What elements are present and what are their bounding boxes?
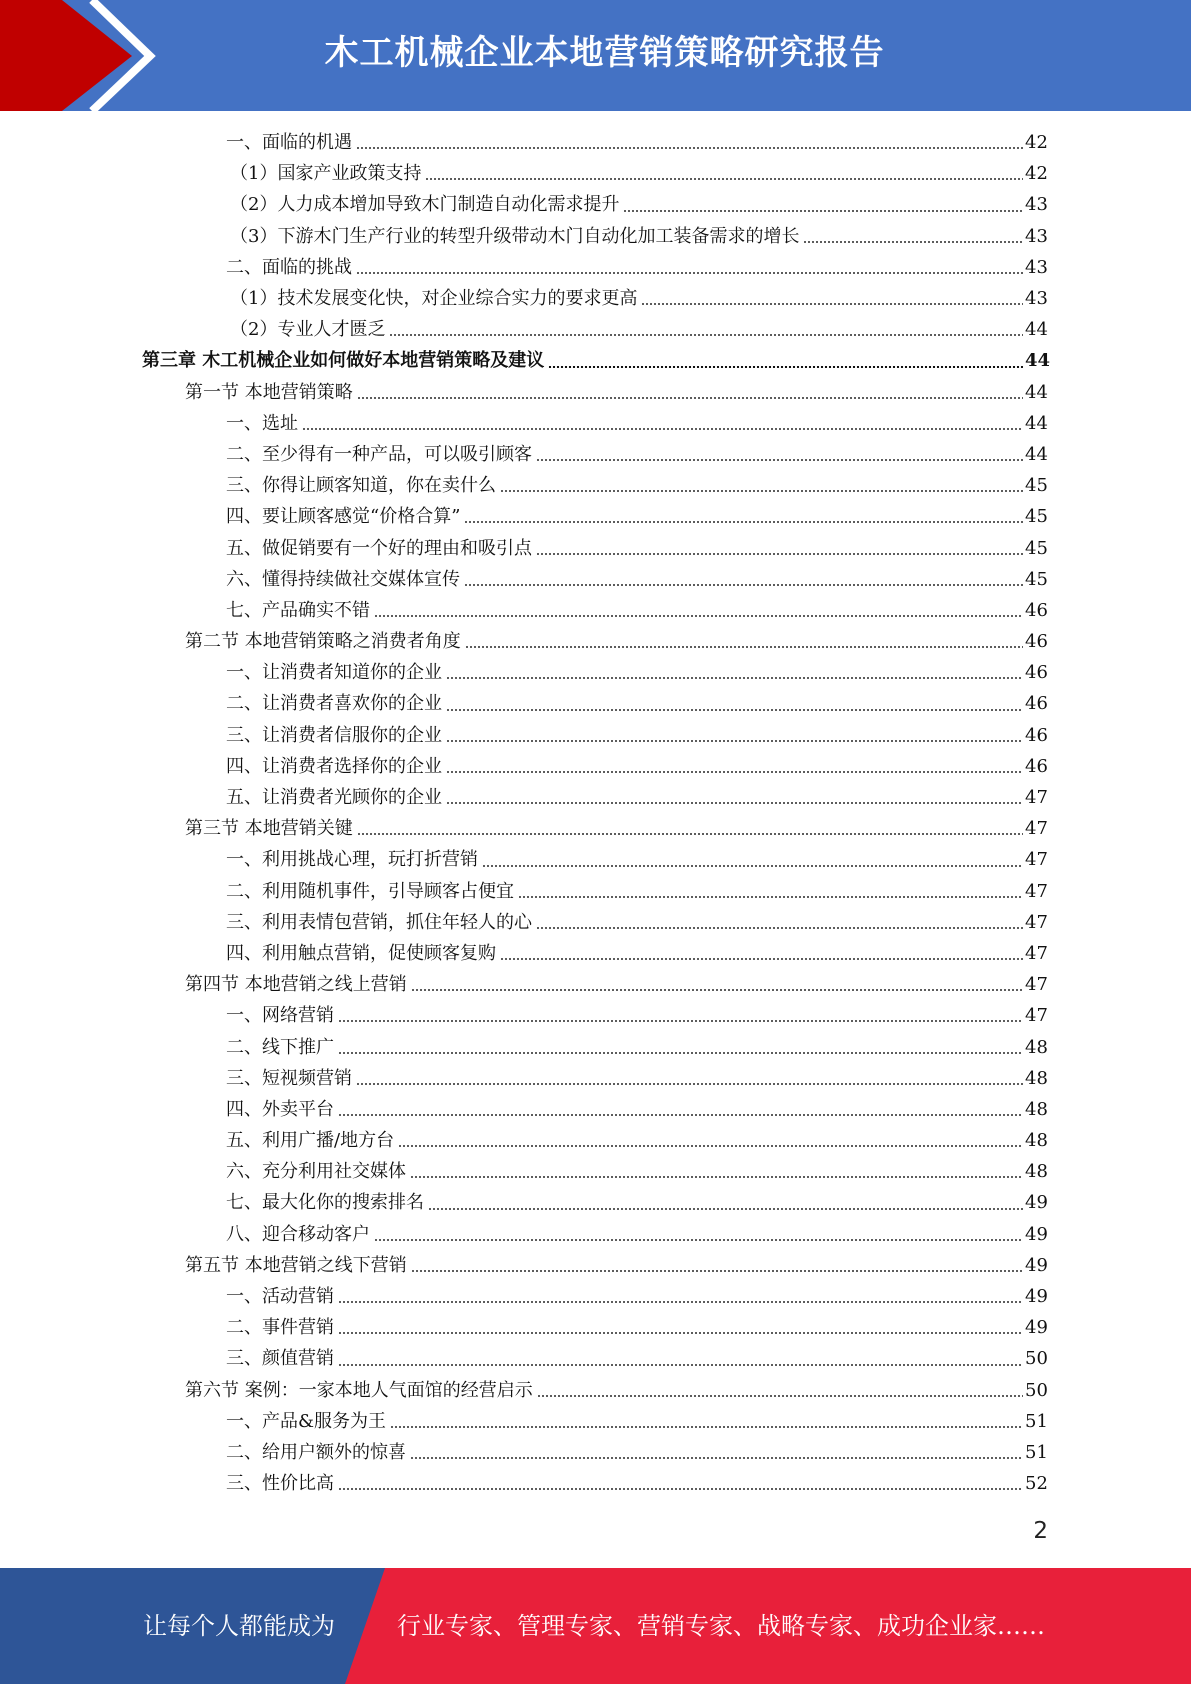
toc-entry-page: 44 <box>1025 381 1048 403</box>
toc-subsection-entry[interactable] <box>0 127 1191 158</box>
toc-subsection-entry[interactable] <box>0 1156 1191 1187</box>
toc-entry-title: 二、让消费者喜欢你的企业 <box>226 693 442 715</box>
toc-dot-leader <box>390 1426 1023 1428</box>
toc-entry-page: 44 <box>1025 350 1051 372</box>
toc-subsection-entry[interactable] <box>0 844 1191 875</box>
toc-entry-title: 三、短视频营销 <box>226 1067 352 1089</box>
toc-subsection-entry[interactable] <box>0 1125 1191 1156</box>
toc-dot-leader <box>338 1488 1023 1490</box>
toc-entry-title: 四、利用触点营销，促使顾客复购 <box>226 942 496 964</box>
toc-entry-title: 一、网络营销 <box>226 1005 334 1027</box>
toc-subsection-entry[interactable] <box>0 532 1191 563</box>
toc-entry-page: 46 <box>1025 724 1048 746</box>
toc-entry-title: 二、利用随机事件，引导顾客占便宜 <box>226 880 514 902</box>
toc-dot-leader <box>803 241 1023 243</box>
toc-entry-page: 43 <box>1025 194 1048 216</box>
toc-dot-leader <box>357 397 1023 399</box>
toc-entry-title: 二、事件营销 <box>226 1317 334 1339</box>
toc-entry-page: 47 <box>1025 787 1048 809</box>
toc-subsection-entry[interactable] <box>0 564 1191 595</box>
footer-slogan-right: 行业专家、管理专家、营销专家、战略专家、成功企业家…… <box>397 1612 1045 1640</box>
toc-entry-page: 45 <box>1025 506 1048 528</box>
toc-entry-title: 五、做促销要有一个好的理由和吸引点 <box>226 537 532 559</box>
toc-section-entry[interactable] <box>0 1375 1191 1406</box>
toc-entry-title: 一、产品&服务为王 <box>226 1410 387 1432</box>
toc-entry-title: 第三章 木工机械企业如何做好本地营销策略及建议 <box>142 350 545 372</box>
toc-section-entry[interactable] <box>0 1250 1191 1281</box>
toc-entry-page: 46 <box>1025 662 1048 684</box>
toc-entry-title: 四、要让顾客感觉“价格合算” <box>226 506 461 528</box>
toc-entry-title: 三、性价比高 <box>226 1473 334 1495</box>
toc-subsection-entry[interactable] <box>0 876 1191 907</box>
toc-subsection-entry[interactable] <box>0 1343 1191 1374</box>
toc-dot-leader <box>356 272 1023 274</box>
toc-subsection-entry[interactable] <box>0 408 1191 439</box>
toc-subsection-entry[interactable] <box>0 189 1191 220</box>
toc-entry-title: 三、颜值营销 <box>226 1348 334 1370</box>
toc-subsection-entry[interactable] <box>0 252 1191 283</box>
toc-dot-leader <box>338 1301 1023 1303</box>
table-of-contents <box>0 127 1191 1499</box>
toc-entry-page: 48 <box>1025 1130 1048 1152</box>
toc-entry-page: 43 <box>1025 225 1048 247</box>
toc-subsection-entry[interactable] <box>0 1468 1191 1499</box>
toc-entry-page: 49 <box>1025 1223 1048 1245</box>
toc-entry-page: 47 <box>1025 911 1048 933</box>
toc-section-entry[interactable] <box>0 626 1191 657</box>
toc-entry-page: 46 <box>1025 693 1048 715</box>
toc-subsection-entry[interactable] <box>0 907 1191 938</box>
toc-dot-leader <box>410 1176 1023 1178</box>
toc-entry-title: （2）人力成本增加导致木门制造自动化需求提升 <box>230 194 620 216</box>
toc-dot-leader <box>537 1395 1023 1397</box>
toc-entry-page: 47 <box>1025 1005 1048 1027</box>
toc-entry-page: 45 <box>1025 475 1048 497</box>
toc-subsection-entry[interactable] <box>0 1031 1191 1062</box>
toc-entry-title: 六、懂得持续做社交媒体宣传 <box>226 568 460 590</box>
toc-dot-leader <box>500 958 1023 960</box>
toc-entry-page: 44 <box>1025 412 1048 434</box>
toc-entry-page: 49 <box>1025 1317 1048 1339</box>
toc-subsection-entry[interactable] <box>0 657 1191 688</box>
toc-dot-leader <box>428 1208 1023 1210</box>
toc-entry-page: 48 <box>1025 1098 1048 1120</box>
toc-entry-page: 48 <box>1025 1036 1048 1058</box>
toc-entry-page: 51 <box>1025 1441 1048 1463</box>
toc-dot-leader <box>302 428 1023 430</box>
toc-entry-page: 47 <box>1025 880 1048 902</box>
toc-subsection-entry[interactable] <box>0 1000 1191 1031</box>
toc-entry-title: 二、给用户额外的惊喜 <box>226 1441 406 1463</box>
toc-dot-leader <box>446 677 1023 679</box>
toc-dot-leader <box>425 178 1023 180</box>
toc-subsection-entry[interactable] <box>0 782 1191 813</box>
toc-subsection-entry[interactable] <box>0 221 1191 252</box>
toc-subsection-entry[interactable] <box>0 470 1191 501</box>
toc-dot-leader <box>411 1270 1023 1272</box>
toc-entry-page: 42 <box>1025 163 1048 185</box>
toc-entry-title: （1）国家产业政策支持 <box>230 163 422 185</box>
toc-dot-leader <box>536 459 1023 461</box>
toc-dot-leader <box>446 771 1023 773</box>
toc-entry-title: （2）专业人才匮乏 <box>230 319 386 341</box>
toc-entry-page: 50 <box>1025 1379 1048 1401</box>
toc-entry-title: 三、让消费者信服你的企业 <box>226 724 442 746</box>
toc-section-entry[interactable] <box>0 813 1191 844</box>
toc-dot-leader <box>374 615 1023 617</box>
toc-dot-leader <box>518 896 1023 898</box>
toc-entry-page: 44 <box>1025 443 1048 465</box>
toc-chapter-entry[interactable] <box>0 345 1191 376</box>
toc-entry-page: 47 <box>1025 942 1048 964</box>
toc-entry-page: 47 <box>1025 849 1048 871</box>
toc-subsection-entry[interactable] <box>0 158 1191 189</box>
toc-entry-page: 49 <box>1025 1286 1048 1308</box>
toc-entry-page: 52 <box>1025 1473 1048 1495</box>
toc-dot-leader <box>464 521 1023 523</box>
toc-dot-leader <box>398 1145 1023 1147</box>
toc-entry-title: 第六节 案例：一家本地人气面馆的经营启示 <box>185 1379 533 1401</box>
page-footer <box>0 1568 1191 1684</box>
toc-entry-page: 50 <box>1025 1348 1048 1370</box>
toc-subsection-entry[interactable] <box>0 688 1191 719</box>
page-number: 2 <box>1033 1518 1048 1544</box>
toc-dot-leader <box>338 1052 1023 1054</box>
toc-entry-title: 第一节 本地营销策略 <box>185 381 353 403</box>
toc-entry-page: 46 <box>1025 599 1048 621</box>
toc-subsection-entry[interactable] <box>0 1063 1191 1094</box>
toc-section-entry[interactable] <box>0 377 1191 408</box>
toc-entry-page: 49 <box>1025 1254 1048 1276</box>
toc-entry-page: 43 <box>1025 288 1048 310</box>
toc-entry-title: （1）技术发展变化快，对企业综合实力的要求更高 <box>230 288 638 310</box>
toc-entry-title: 一、活动营销 <box>226 1286 334 1308</box>
toc-subsection-entry[interactable] <box>0 751 1191 782</box>
toc-dot-leader <box>548 366 1023 368</box>
toc-entry-title: 一、选址 <box>226 412 298 434</box>
toc-dot-leader <box>338 1020 1023 1022</box>
footer-slogan-left: 让每个人都能成为 <box>143 1612 335 1640</box>
toc-entry-page: 44 <box>1025 319 1048 341</box>
toc-entry-title: 一、让消费者知道你的企业 <box>226 662 442 684</box>
toc-dot-leader <box>623 210 1023 212</box>
toc-subsection-entry[interactable] <box>0 283 1191 314</box>
toc-subsection-entry[interactable] <box>0 1094 1191 1125</box>
toc-dot-leader <box>338 1114 1023 1116</box>
toc-entry-page: 45 <box>1025 568 1048 590</box>
toc-entry-page: 51 <box>1025 1410 1048 1432</box>
toc-dot-leader <box>446 802 1023 804</box>
toc-entry-page: 48 <box>1025 1161 1048 1183</box>
toc-dot-leader <box>465 646 1023 648</box>
document-title: 木工机械企业本地营销策略研究报告 <box>324 33 885 73</box>
toc-dot-leader <box>389 334 1023 336</box>
toc-entry-title: 五、利用广播/地方台 <box>226 1130 395 1152</box>
toc-subsection-entry[interactable] <box>0 1219 1191 1250</box>
toc-entry-title: 八、迎合移动客户 <box>226 1223 370 1245</box>
toc-entry-page: 42 <box>1025 132 1048 154</box>
toc-entry-title: 第四节 本地营销之线上营销 <box>185 974 407 996</box>
toc-entry-title: 二、线下推广 <box>226 1036 334 1058</box>
toc-entry-page: 46 <box>1025 631 1048 653</box>
toc-dot-leader <box>641 303 1023 305</box>
toc-dot-leader <box>338 1332 1023 1334</box>
toc-entry-page: 47 <box>1025 818 1048 840</box>
toc-section-entry[interactable] <box>0 969 1191 1000</box>
toc-subsection-entry[interactable] <box>0 314 1191 345</box>
page-header <box>0 0 1191 111</box>
toc-dot-leader <box>410 1457 1023 1459</box>
toc-entry-page: 48 <box>1025 1067 1048 1089</box>
toc-subsection-entry[interactable] <box>0 938 1191 969</box>
toc-subsection-entry[interactable] <box>0 501 1191 532</box>
toc-entry-title: 四、让消费者选择你的企业 <box>226 755 442 777</box>
toc-dot-leader <box>356 147 1023 149</box>
toc-entry-title: 第五节 本地营销之线下营销 <box>185 1254 407 1276</box>
toc-entry-title: 第三节 本地营销关键 <box>185 818 353 840</box>
toc-dot-leader <box>446 709 1023 711</box>
toc-subsection-entry[interactable] <box>0 720 1191 751</box>
toc-entry-title: 五、让消费者光顾你的企业 <box>226 787 442 809</box>
toc-dot-leader <box>374 1239 1023 1241</box>
toc-subsection-entry[interactable] <box>0 1281 1191 1312</box>
toc-entry-page: 47 <box>1025 974 1048 996</box>
toc-entry-title: 一、面临的机遇 <box>226 132 352 154</box>
toc-subsection-entry[interactable] <box>0 439 1191 470</box>
toc-dot-leader <box>446 740 1023 742</box>
toc-subsection-entry[interactable] <box>0 1187 1191 1218</box>
toc-entry-title: （3）下游木门生产行业的转型升级带动木门自动化加工装备需求的增长 <box>230 225 800 247</box>
toc-dot-leader <box>357 833 1023 835</box>
toc-dot-leader <box>338 1364 1023 1366</box>
toc-dot-leader <box>482 865 1023 867</box>
toc-entry-title: 第二节 本地营销策略之消费者角度 <box>185 631 461 653</box>
toc-entry-title: 四、外卖平台 <box>226 1098 334 1120</box>
toc-subsection-entry[interactable] <box>0 1406 1191 1437</box>
toc-subsection-entry[interactable] <box>0 595 1191 626</box>
toc-subsection-entry[interactable] <box>0 1437 1191 1468</box>
toc-entry-title: 六、充分利用社交媒体 <box>226 1161 406 1183</box>
toc-dot-leader <box>536 927 1023 929</box>
toc-entry-title: 二、面临的挑战 <box>226 256 352 278</box>
toc-entry-page: 49 <box>1025 1192 1048 1214</box>
toc-entry-page: 46 <box>1025 755 1048 777</box>
toc-entry-page: 43 <box>1025 256 1048 278</box>
toc-entry-title: 七、产品确实不错 <box>226 599 370 621</box>
toc-entry-title: 七、最大化你的搜索排名 <box>226 1192 424 1214</box>
toc-dot-leader <box>356 1083 1023 1085</box>
toc-entry-title: 一、利用挑战心理，玩打折营销 <box>226 849 478 871</box>
toc-dot-leader <box>464 584 1023 586</box>
toc-entry-title: 三、你得让顾客知道，你在卖什么 <box>226 475 496 497</box>
toc-dot-leader <box>500 490 1023 492</box>
toc-entry-title: 二、至少得有一种产品，可以吸引顾客 <box>226 443 532 465</box>
toc-entry-title: 三、利用表情包营销，抓住年轻人的心 <box>226 911 532 933</box>
toc-entry-page: 45 <box>1025 537 1048 559</box>
toc-dot-leader <box>536 553 1023 555</box>
toc-dot-leader <box>411 989 1023 991</box>
toc-subsection-entry[interactable] <box>0 1312 1191 1343</box>
